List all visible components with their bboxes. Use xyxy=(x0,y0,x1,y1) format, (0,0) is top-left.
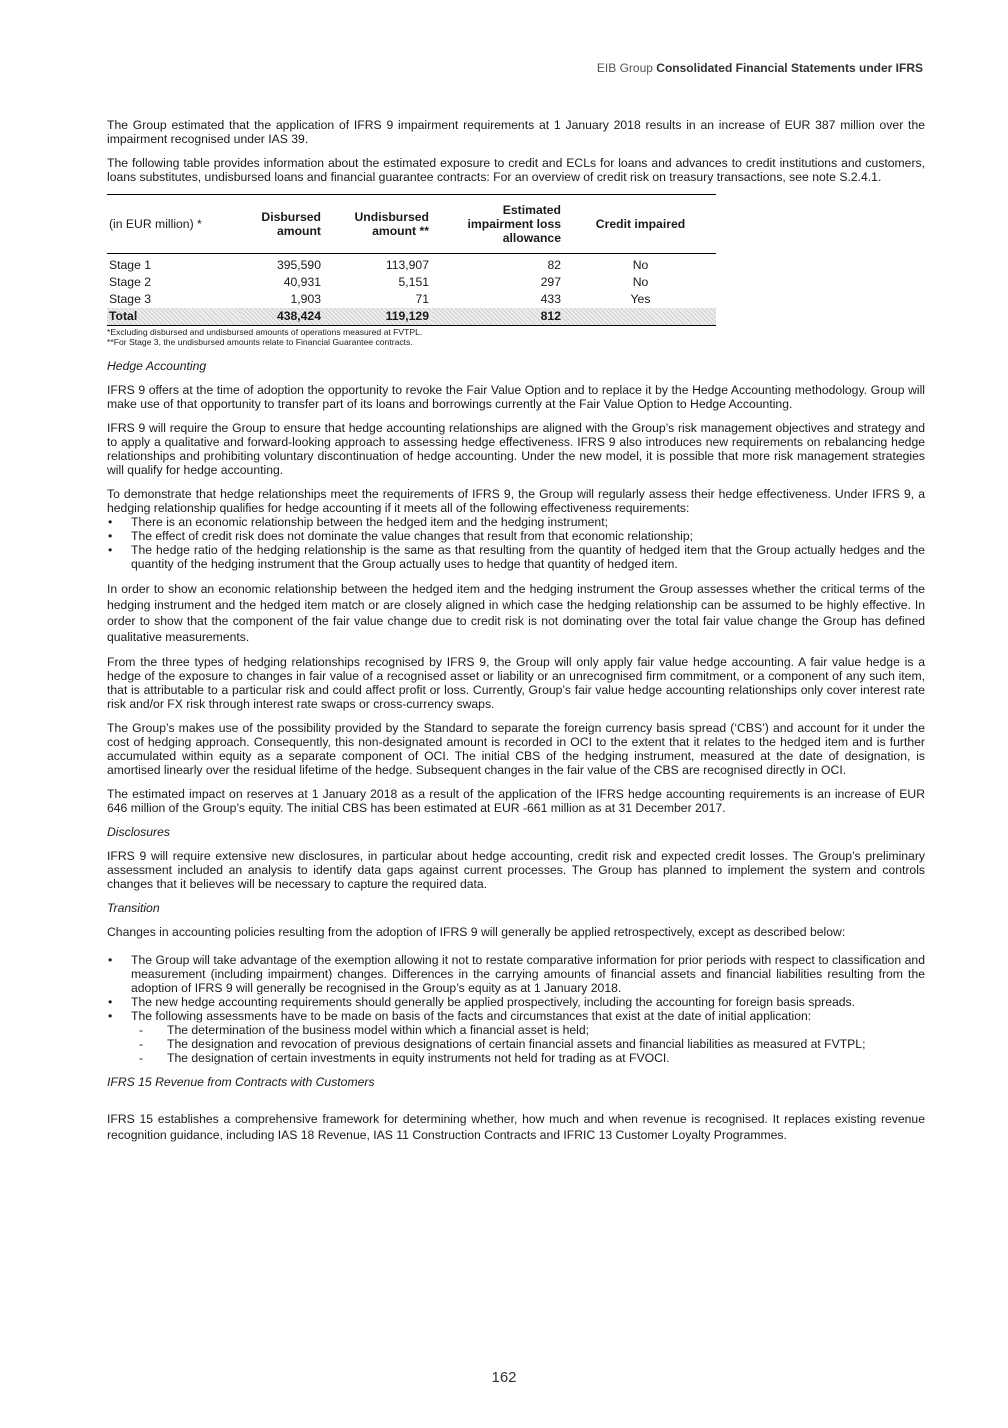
heading-disclosures: Disclosures xyxy=(107,825,170,839)
table-row xyxy=(107,274,716,291)
cell-undisbursed: 71 xyxy=(415,292,429,306)
paragraph-transition: Changes in accounting policies resulting from the adoption of IFRS 9 will generally be applied retrospectively, except as described below: xyxy=(107,925,846,939)
cell-disbursed: 1,903 xyxy=(290,292,321,306)
list-item: • The new hedge accounting requirements should generally be applied prospectively, including the accounting for foreign basis spreads. xyxy=(107,995,925,1009)
header-org: EIB Group xyxy=(596,61,653,75)
cell-credit-impaired: Yes xyxy=(630,292,651,306)
header-title: Consolidated Financial Statements under IFRS xyxy=(656,61,923,75)
cell-impairment: 297 xyxy=(540,275,561,289)
sub-list-item: - The designation of certain investments in equity instruments not held for trading as at FVOCI. xyxy=(131,1051,925,1065)
paragraph-ifrs15: IFRS 15 establishes a comprehensive framework for determining whether, how much and when revenue is recognised. It replaces existing revenue recognition guidance, including IAS 18 Revenue, IAS 11 Construction Contracts and IFRIC 13 Customer Loyalty Programmes. xyxy=(107,1112,925,1142)
hedge-requirements-list xyxy=(107,515,925,571)
total-impairment: 812 xyxy=(433,308,565,326)
total-label: Total xyxy=(107,308,241,326)
table-footnotes xyxy=(107,327,925,347)
sub-list-item: - The designation and revocation of previous designations of certain financial assets and financial liabilities as measured at FVTPL; xyxy=(131,1037,925,1051)
list-item: • There is an economic relationship between the hedged item and the hedging instrument; xyxy=(107,515,925,529)
table-row xyxy=(107,291,716,308)
row-label: Stage 1 xyxy=(109,258,152,272)
list-item-text: The following assessments have to be made on basis of the facts and circumstances that exist at the date of initial application: xyxy=(131,1009,812,1023)
sub-list-item: - The determination of the business model within which a financial asset is held; xyxy=(131,1023,925,1037)
paragraph-hedge-2: IFRS 9 will require the Group to ensure that hedge accounting relationships are aligned with the Group’s risk management objectives and strategy and to apply a qualitative and forward-looking approach to assessing hedge effectiveness. IFRS 9 also introduces new requirements on rebalancing hedge relationships and prohibiting voluntary discontinuation of hedge accounting. Under the new model, it is possible that more risk management strategies will qualify for hedge accounting. xyxy=(107,421,925,477)
cell-credit-impaired: No xyxy=(632,275,649,289)
paragraph-hedge-6: The Group’s makes use of the possibility provided by the Standard to separate the foreign currency basis spread (‘CBS’) and account for it under the cost of hedging approach. Consequently, this non-designated amount is recorded in OCI to the extent that it relates to the hedged item and is further accumulated within equity as a separate component of OCI. The initial CBS of the hedging instrument, measured at the date of designation, is amortised linearly over the residual lifetime of the hedge. Subsequent changes in the fair value of the CBS are recognised directly in OCI. xyxy=(107,721,925,777)
paragraph-hedge-7: The estimated impact on reserves at 1 January 2018 as a result of the application of the IFRS hedge accounting requirements is an increase of EUR 646 million of the Group’s equity. The initial CBS has been estimated at EUR -661 million as at 31 December 2017. xyxy=(107,787,925,815)
cell-undisbursed: 5,151 xyxy=(398,275,429,289)
list-item xyxy=(107,1009,925,1065)
header-undisbursed: Undisbursed amount ** xyxy=(354,210,429,238)
paragraph-disclosures: IFRS 9 will require extensive new disclosures, in particular about hedge accounting, credit risk and expected credit losses. The Group’s preliminary assessment included an analysis to identify data gaps against current processes. The Group has planned to implement the system and controls changes that it believes will be necessary to capture the required data. xyxy=(107,849,925,891)
paragraph-hedge-5: From the three types of hedging relationships recognised by IFRS 9, the Group will only apply fair value hedge accounting. A fair value hedge is a hedge of the exposure to changes in fair value of a recognised asset or liability or an unrecognised firm commitment, or a component of any such item, that is attributable to a particular risk and could affect profit or loss. Currently, Group’s fair value hedge accounting relationships only cover interest rate risk and/or FX risk through interest rate swaps or cross-currency swaps. xyxy=(107,655,925,711)
cell-impairment: 433 xyxy=(540,292,561,306)
header-credit-impaired: Credit impaired xyxy=(595,217,686,231)
cell-disbursed: 40,931 xyxy=(283,275,321,289)
total-credit-impaired xyxy=(565,308,716,326)
page-number: 162 xyxy=(491,1369,517,1386)
heading-transition: Transition xyxy=(107,901,160,915)
table-header-row xyxy=(107,195,716,254)
cell-credit-impaired: No xyxy=(632,258,649,272)
page-content xyxy=(107,118,925,1153)
cell-impairment: 82 xyxy=(547,258,561,272)
footnote-fvtpl: *Excluding disbursed and undisbursed amounts of operations measured at FVTPL. xyxy=(107,327,423,337)
heading-hedge-accounting: Hedge Accounting xyxy=(107,359,207,373)
footnote-stage3: **For Stage 3, the undisbursed amounts relate to Financial Guarantee contracts. xyxy=(107,337,413,347)
list-item: • The effect of credit risk does not dominate the value changes that result from that economic relationship; xyxy=(107,529,925,543)
row-label: Stage 3 xyxy=(109,292,152,306)
paragraph-table-intro: The following table provides information about the estimated exposure to credit and ECLs for loans and advances to credit institutions and customers, loans substitutes, undisbursed loans and financial guarantee contracts: For an overview of credit risk on treasury transactions, see note S.2.4.1. xyxy=(107,156,925,184)
paragraph-impairment-increase: The Group estimated that the application of IFRS 9 impairment requirements at 1 January 2018 results in an increase of EUR 387 million over the impairment recognised under IAS 39. xyxy=(107,118,925,146)
list-item: • The Group will take advantage of the exemption allowing it not to restate comparative information for prior periods with respect to classification and measurement (including impairment) changes. Differences in the carrying amounts of financial assets and financial liabilities resulting from the adoption of IFRS 9 will generally be recognised in the Group’s equity as at 1 January 2018. xyxy=(107,953,925,995)
total-disbursed: 438,424 xyxy=(241,308,325,326)
running-header xyxy=(597,61,923,75)
header-disbursed: Disbursed amount xyxy=(261,210,321,238)
ecl-exposure-table xyxy=(107,194,716,326)
list-item: • The hedge ratio of the hedging relationship is the same as that resulting from the quantity of hedged item that the Group actually hedges and the quantity of the hedging instrument that the Group actually uses to hedge that quantity of hedged item. xyxy=(107,543,925,571)
table-row xyxy=(107,254,716,275)
paragraph-hedge-1: IFRS 9 offers at the time of adoption the opportunity to revoke the Fair Value Option and to replace it by the Hedge Accounting methodology. Group will make use of that opportunity to transfer part of its loans and borrowings currently at the Fair Value Option to Hedge Accounting. xyxy=(107,383,925,411)
row-label: Stage 2 xyxy=(109,275,152,289)
paragraph-hedge-4: In order to show an economic relationship between the hedged item and the hedging instrument the Group assesses whether the critical terms of the hedging instrument and the hedged item match or are closely aligned in which case the hedging relationship can be assumed to be highly effective. In order to show that the component of the fair value change due to credit risk is not dominating over the total fair value change the Group has defined qualitative measurements. xyxy=(107,582,925,644)
paragraph-hedge-3: To demonstrate that hedge relationships meet the requirements of IFRS 9, the Group will regularly assess their hedge effectiveness. Under IFRS 9, a hedging relationship qualifies for hedge accounting if it meets all of the following effectiveness requirements: xyxy=(107,487,925,515)
heading-ifrs15: IFRS 15 Revenue from Contracts with Customers xyxy=(107,1075,375,1089)
header-impairment: Estimated impairment loss allowance xyxy=(467,203,561,245)
transition-list xyxy=(107,953,925,1065)
table-total-row xyxy=(107,308,716,326)
cell-undisbursed: 113,907 xyxy=(385,258,429,272)
assessment-sublist xyxy=(131,1023,925,1065)
total-undisbursed: 119,129 xyxy=(325,308,433,326)
cell-disbursed: 395,590 xyxy=(276,258,321,272)
header-row-label: (in EUR million) * xyxy=(109,217,202,231)
